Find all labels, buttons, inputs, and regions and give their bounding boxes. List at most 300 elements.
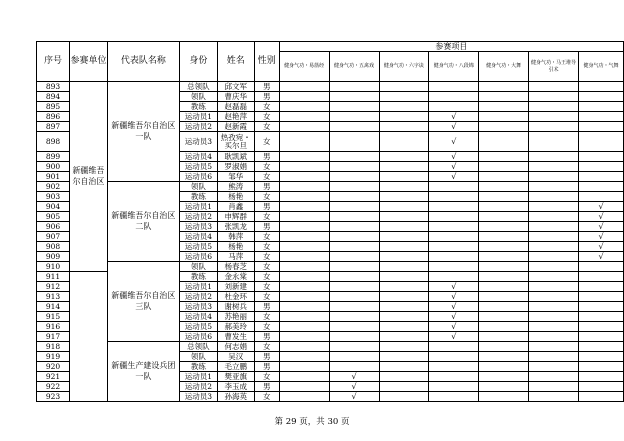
cell-project [479, 352, 529, 362]
cell-project [579, 122, 624, 132]
cell-project [279, 272, 329, 282]
cell-project [479, 392, 529, 402]
cell-role: 运动员4 [179, 152, 217, 162]
cell-gender: 男 [254, 302, 279, 312]
cell-project [279, 342, 329, 352]
cell-project [279, 262, 329, 272]
cell-project [279, 172, 329, 182]
check-mark: √ [329, 392, 379, 402]
cell-seq: 898 [37, 132, 70, 152]
cell-seq: 894 [37, 92, 70, 102]
cell-seq: 904 [37, 202, 70, 212]
cell-project [329, 132, 379, 152]
cell-unit-empty [69, 272, 107, 402]
cell-project [379, 392, 429, 402]
cell-seq: 921 [37, 372, 70, 382]
cell-project [379, 282, 429, 292]
table-row [37, 182, 624, 192]
cell-project [429, 192, 479, 202]
cell-seq: 916 [37, 322, 70, 332]
cell-project [279, 92, 329, 102]
check-mark: √ [429, 132, 479, 152]
cell-project [279, 232, 329, 242]
cell-project [579, 92, 624, 102]
cell-project [279, 242, 329, 252]
cell-project [529, 172, 579, 182]
cell-project [379, 222, 429, 232]
check-mark: √ [429, 292, 479, 302]
cell-project [329, 282, 379, 292]
cell-project [529, 102, 579, 112]
cell-project [579, 132, 624, 152]
cell-project [429, 82, 479, 92]
cell-project [579, 282, 624, 292]
cell-project [279, 82, 329, 92]
cell-project [329, 232, 379, 242]
cell-name: 刘新建 [217, 282, 254, 292]
cell-name: 邹华 [217, 172, 254, 182]
cell-name: 何志娟 [217, 342, 254, 352]
table-row [37, 82, 624, 92]
cell-project [479, 292, 529, 302]
check-mark: √ [329, 372, 379, 382]
cell-gender: 女 [254, 272, 279, 282]
cell-project [529, 262, 579, 272]
cell-project [529, 162, 579, 172]
cell-project [329, 292, 379, 302]
cell-project [479, 212, 529, 222]
cell-name: 曹发生 [217, 332, 254, 342]
cell-role: 运动员3 [179, 302, 217, 312]
cell-project [329, 312, 379, 322]
cell-role: 运动员5 [179, 242, 217, 252]
cell-name: 赵新霞 [217, 122, 254, 132]
cell-seq: 907 [37, 232, 70, 242]
cell-project [429, 352, 479, 362]
cell-role: 运动员3 [179, 132, 217, 152]
cell-project [329, 182, 379, 192]
cell-role: 领队 [179, 262, 217, 272]
cell-seq: 897 [37, 122, 70, 132]
cell-project [279, 132, 329, 152]
cell-project [579, 302, 624, 312]
cell-project [529, 202, 579, 212]
cell-project [329, 212, 379, 222]
cell-seq: 908 [37, 242, 70, 252]
cell-project [579, 392, 624, 402]
header-project-yijinjing: 健身气功・易筋经 [279, 52, 329, 82]
cell-project [579, 112, 624, 122]
cell-seq: 909 [37, 252, 70, 262]
cell-project [579, 162, 624, 172]
cell-gender: 女 [254, 292, 279, 302]
cell-project [379, 272, 429, 282]
cell-project [379, 382, 429, 392]
cell-project [479, 272, 529, 282]
cell-project [529, 302, 579, 312]
cell-role: 总领队 [179, 82, 217, 92]
cell-project [379, 102, 429, 112]
cell-project [479, 372, 529, 382]
cell-project [479, 232, 529, 242]
cell-gender: 女 [254, 122, 279, 132]
cell-project [529, 392, 579, 402]
cell-name: 苏艳丽 [217, 312, 254, 322]
cell-project [529, 382, 579, 392]
check-mark: √ [429, 332, 479, 342]
cell-project [279, 162, 329, 172]
cell-seq: 910 [37, 262, 70, 272]
cell-project [429, 252, 479, 262]
cell-project [329, 192, 379, 202]
cell-name: 马萍 [217, 252, 254, 262]
cell-name: 热孜宛・买尔旦 [217, 132, 254, 152]
cell-project [329, 112, 379, 122]
cell-project [529, 92, 579, 102]
cell-project [479, 182, 529, 192]
cell-project [429, 102, 479, 112]
cell-gender: 女 [254, 112, 279, 122]
cell-name: 肖鑫 [217, 202, 254, 212]
cell-project [579, 102, 624, 112]
cell-project [429, 272, 479, 282]
cell-project [279, 302, 329, 312]
cell-seq: 912 [37, 282, 70, 292]
check-mark: √ [429, 172, 479, 182]
cell-project [379, 252, 429, 262]
cell-gender: 男 [254, 362, 279, 372]
team-xinjiang-2: 新疆维吾尔自治区二队 [107, 182, 179, 262]
cell-name: 谢树兵 [217, 302, 254, 312]
cell-project [279, 192, 329, 202]
cell-project [429, 342, 479, 352]
cell-project [529, 212, 579, 222]
cell-project [529, 312, 579, 322]
cell-role: 运动员3 [179, 222, 217, 232]
table-row [37, 262, 624, 272]
cell-seq: 893 [37, 82, 70, 92]
participants-table [36, 41, 624, 402]
cell-project [529, 352, 579, 362]
page-footer: 第 29 页，共 30 页 [274, 417, 350, 427]
cell-project [579, 382, 624, 392]
check-mark: √ [429, 322, 479, 332]
cell-project [279, 382, 329, 392]
cell-gender: 女 [254, 282, 279, 292]
cell-project [479, 172, 529, 182]
cell-project [429, 392, 479, 402]
cell-seq: 899 [37, 152, 70, 162]
cell-project [579, 152, 624, 162]
cell-name: 杨艳 [217, 192, 254, 202]
cell-gender: 女 [254, 232, 279, 242]
cell-project [579, 372, 624, 382]
header-gender: 性别 [254, 42, 279, 82]
cell-name: 金永棠 [217, 272, 254, 282]
cell-role: 运动员1 [179, 372, 217, 382]
cell-gender: 女 [254, 372, 279, 382]
cell-role: 总领队 [179, 342, 217, 352]
cell-project [379, 332, 429, 342]
cell-name: 赵艳萍 [217, 112, 254, 122]
check-mark: √ [429, 282, 479, 292]
cell-project [279, 122, 329, 132]
cell-project [329, 122, 379, 132]
check-mark: √ [579, 232, 624, 242]
cell-gender: 女 [254, 242, 279, 252]
cell-project [379, 152, 429, 162]
cell-project [579, 262, 624, 272]
cell-role: 运动员2 [179, 212, 217, 222]
cell-role: 运动员6 [179, 172, 217, 182]
cell-project [329, 92, 379, 102]
cell-project [379, 172, 429, 182]
cell-gender: 男 [254, 202, 279, 212]
cell-project [579, 332, 624, 342]
cell-role: 运动员1 [179, 282, 217, 292]
cell-name: 李玉成 [217, 382, 254, 392]
check-mark: √ [429, 312, 479, 322]
cell-project [479, 202, 529, 212]
cell-seq: 900 [37, 162, 70, 172]
cell-project [479, 382, 529, 392]
cell-project [279, 322, 329, 332]
cell-project [529, 332, 579, 342]
cell-name: 杨艳 [217, 242, 254, 252]
team-bingtuan-1: 新疆生产建设兵团一队 [107, 342, 179, 402]
check-mark: √ [579, 222, 624, 232]
cell-gender: 女 [254, 212, 279, 222]
cell-project [579, 182, 624, 192]
cell-project [329, 322, 379, 332]
cell-project [429, 232, 479, 242]
cell-project [529, 112, 579, 122]
header-project-qiwu: 健身气功・气舞 [579, 52, 624, 82]
cell-seq: 896 [37, 112, 70, 122]
table-row [37, 342, 624, 352]
cell-seq: 901 [37, 172, 70, 182]
cell-project [579, 352, 624, 362]
cell-project [279, 182, 329, 192]
cell-project [279, 112, 329, 122]
cell-role: 运动员2 [179, 292, 217, 302]
cell-project [379, 292, 429, 302]
cell-project [379, 352, 429, 362]
cell-project [479, 362, 529, 372]
cell-seq: 906 [37, 222, 70, 232]
cell-project [379, 342, 429, 352]
cell-role: 运动员2 [179, 382, 217, 392]
cell-project [479, 322, 529, 332]
cell-name: 赵磊磊 [217, 102, 254, 112]
cell-project [529, 222, 579, 232]
check-mark: √ [329, 382, 379, 392]
cell-seq: 923 [37, 392, 70, 402]
cell-project [479, 82, 529, 92]
cell-project [379, 112, 429, 122]
cell-gender: 女 [254, 322, 279, 332]
cell-project [279, 222, 329, 232]
cell-project [379, 162, 429, 172]
cell-project [379, 242, 429, 252]
cell-project [579, 172, 624, 182]
cell-gender: 男 [254, 352, 279, 362]
cell-gender: 女 [254, 102, 279, 112]
cell-project [429, 212, 479, 222]
cell-project [329, 342, 379, 352]
cell-role: 教练 [179, 192, 217, 202]
cell-role: 领队 [179, 92, 217, 102]
cell-gender: 男 [254, 82, 279, 92]
cell-project [479, 192, 529, 202]
header-project-liuzijue: 健身气功・六字诀 [379, 52, 429, 82]
cell-name: 耿凯斌 [217, 152, 254, 162]
cell-name: 熊涛 [217, 182, 254, 192]
cell-seq: 902 [37, 182, 70, 192]
cell-name: 郝美玲 [217, 322, 254, 332]
cell-role: 运动员5 [179, 322, 217, 332]
cell-project [379, 122, 429, 132]
cell-project [279, 392, 329, 402]
cell-project [279, 252, 329, 262]
cell-project [379, 182, 429, 192]
cell-seq: 914 [37, 302, 70, 312]
cell-project [479, 152, 529, 162]
cell-gender: 女 [254, 172, 279, 182]
cell-project [579, 342, 624, 352]
cell-project [479, 92, 529, 102]
cell-gender: 女 [254, 342, 279, 352]
cell-seq: 915 [37, 312, 70, 322]
cell-project [579, 322, 624, 332]
cell-gender: 男 [254, 182, 279, 192]
cell-role: 运动员1 [179, 112, 217, 122]
cell-role: 运动员2 [179, 122, 217, 132]
check-mark: √ [579, 202, 624, 212]
cell-project [379, 202, 429, 212]
header-name: 姓名 [217, 42, 254, 82]
cell-role: 运动员1 [179, 202, 217, 212]
cell-gender: 女 [254, 132, 279, 152]
cell-project [529, 292, 579, 302]
team-xinjiang-3: 新疆维吾尔自治区三队 [107, 262, 179, 342]
check-mark: √ [579, 252, 624, 262]
check-mark: √ [429, 122, 479, 132]
cell-role: 运动员4 [179, 312, 217, 322]
cell-project [529, 272, 579, 282]
cell-gender: 男 [254, 152, 279, 162]
cell-project [579, 312, 624, 322]
header-project-baduanjin: 健身气功・八段锦 [429, 52, 479, 82]
cell-project [529, 252, 579, 262]
team-xinjiang-1: 新疆维吾尔自治区一队 [107, 82, 179, 182]
cell-name: 杨春芝 [217, 262, 254, 272]
cell-project [429, 182, 479, 192]
cell-project [379, 322, 429, 332]
cell-project [529, 132, 579, 152]
cell-name: 樊亚旗 [217, 372, 254, 382]
cell-role: 领队 [179, 352, 217, 362]
cell-seq: 917 [37, 332, 70, 342]
cell-project [479, 102, 529, 112]
cell-project [379, 212, 429, 222]
cell-gender: 男 [254, 92, 279, 102]
cell-project [379, 132, 429, 152]
cell-seq: 911 [37, 272, 70, 282]
cell-project [329, 332, 379, 342]
cell-project [329, 202, 379, 212]
header-project-mawangdui: 健身气功・马王堆导引术 [529, 52, 579, 82]
cell-project [329, 262, 379, 272]
cell-project [429, 242, 479, 252]
cell-project [429, 92, 479, 102]
cell-project [429, 382, 479, 392]
cell-role: 教练 [179, 362, 217, 372]
cell-project [279, 292, 329, 302]
check-mark: √ [429, 112, 479, 122]
cell-gender: 女 [254, 162, 279, 172]
header-role: 身份 [179, 42, 217, 82]
cell-project [579, 362, 624, 372]
cell-project [529, 362, 579, 372]
cell-project [529, 182, 579, 192]
header-project-dawu: 健身气功・大舞 [479, 52, 529, 82]
cell-project [479, 342, 529, 352]
cell-project [279, 362, 329, 372]
cell-project [479, 162, 529, 172]
cell-project [529, 242, 579, 252]
cell-gender: 男 [254, 332, 279, 342]
cell-gender: 女 [254, 192, 279, 202]
cell-name: 罗淑娟 [217, 162, 254, 172]
cell-seq: 913 [37, 292, 70, 302]
check-mark: √ [579, 212, 624, 222]
cell-project [479, 332, 529, 342]
cell-project [379, 192, 429, 202]
check-mark: √ [429, 302, 479, 312]
cell-project [329, 162, 379, 172]
cell-seq: 895 [37, 102, 70, 112]
cell-project [579, 192, 624, 202]
cell-project [429, 202, 479, 212]
header-projects-title: 参赛项目 [279, 42, 623, 52]
cell-project [429, 362, 479, 372]
cell-role: 运动员6 [179, 332, 217, 342]
cell-role: 教练 [179, 272, 217, 282]
cell-project [479, 112, 529, 122]
cell-name: 曹庆华 [217, 92, 254, 102]
cell-project [329, 82, 379, 92]
cell-project [329, 302, 379, 312]
header-project-wuqinxi: 健身气功・五禽戏 [329, 52, 379, 82]
cell-gender: 男 [254, 382, 279, 392]
cell-project [379, 372, 429, 382]
cell-project [329, 102, 379, 112]
cell-project [479, 132, 529, 152]
cell-project [479, 222, 529, 232]
cell-project [279, 372, 329, 382]
cell-project [379, 82, 429, 92]
cell-project [479, 242, 529, 252]
cell-project [479, 282, 529, 292]
cell-project [529, 342, 579, 352]
cell-gender: 女 [254, 312, 279, 322]
cell-role: 领队 [179, 182, 217, 192]
cell-seq: 922 [37, 382, 70, 392]
cell-project [479, 252, 529, 262]
cell-project [529, 82, 579, 92]
cell-name: 申辉群 [217, 212, 254, 222]
